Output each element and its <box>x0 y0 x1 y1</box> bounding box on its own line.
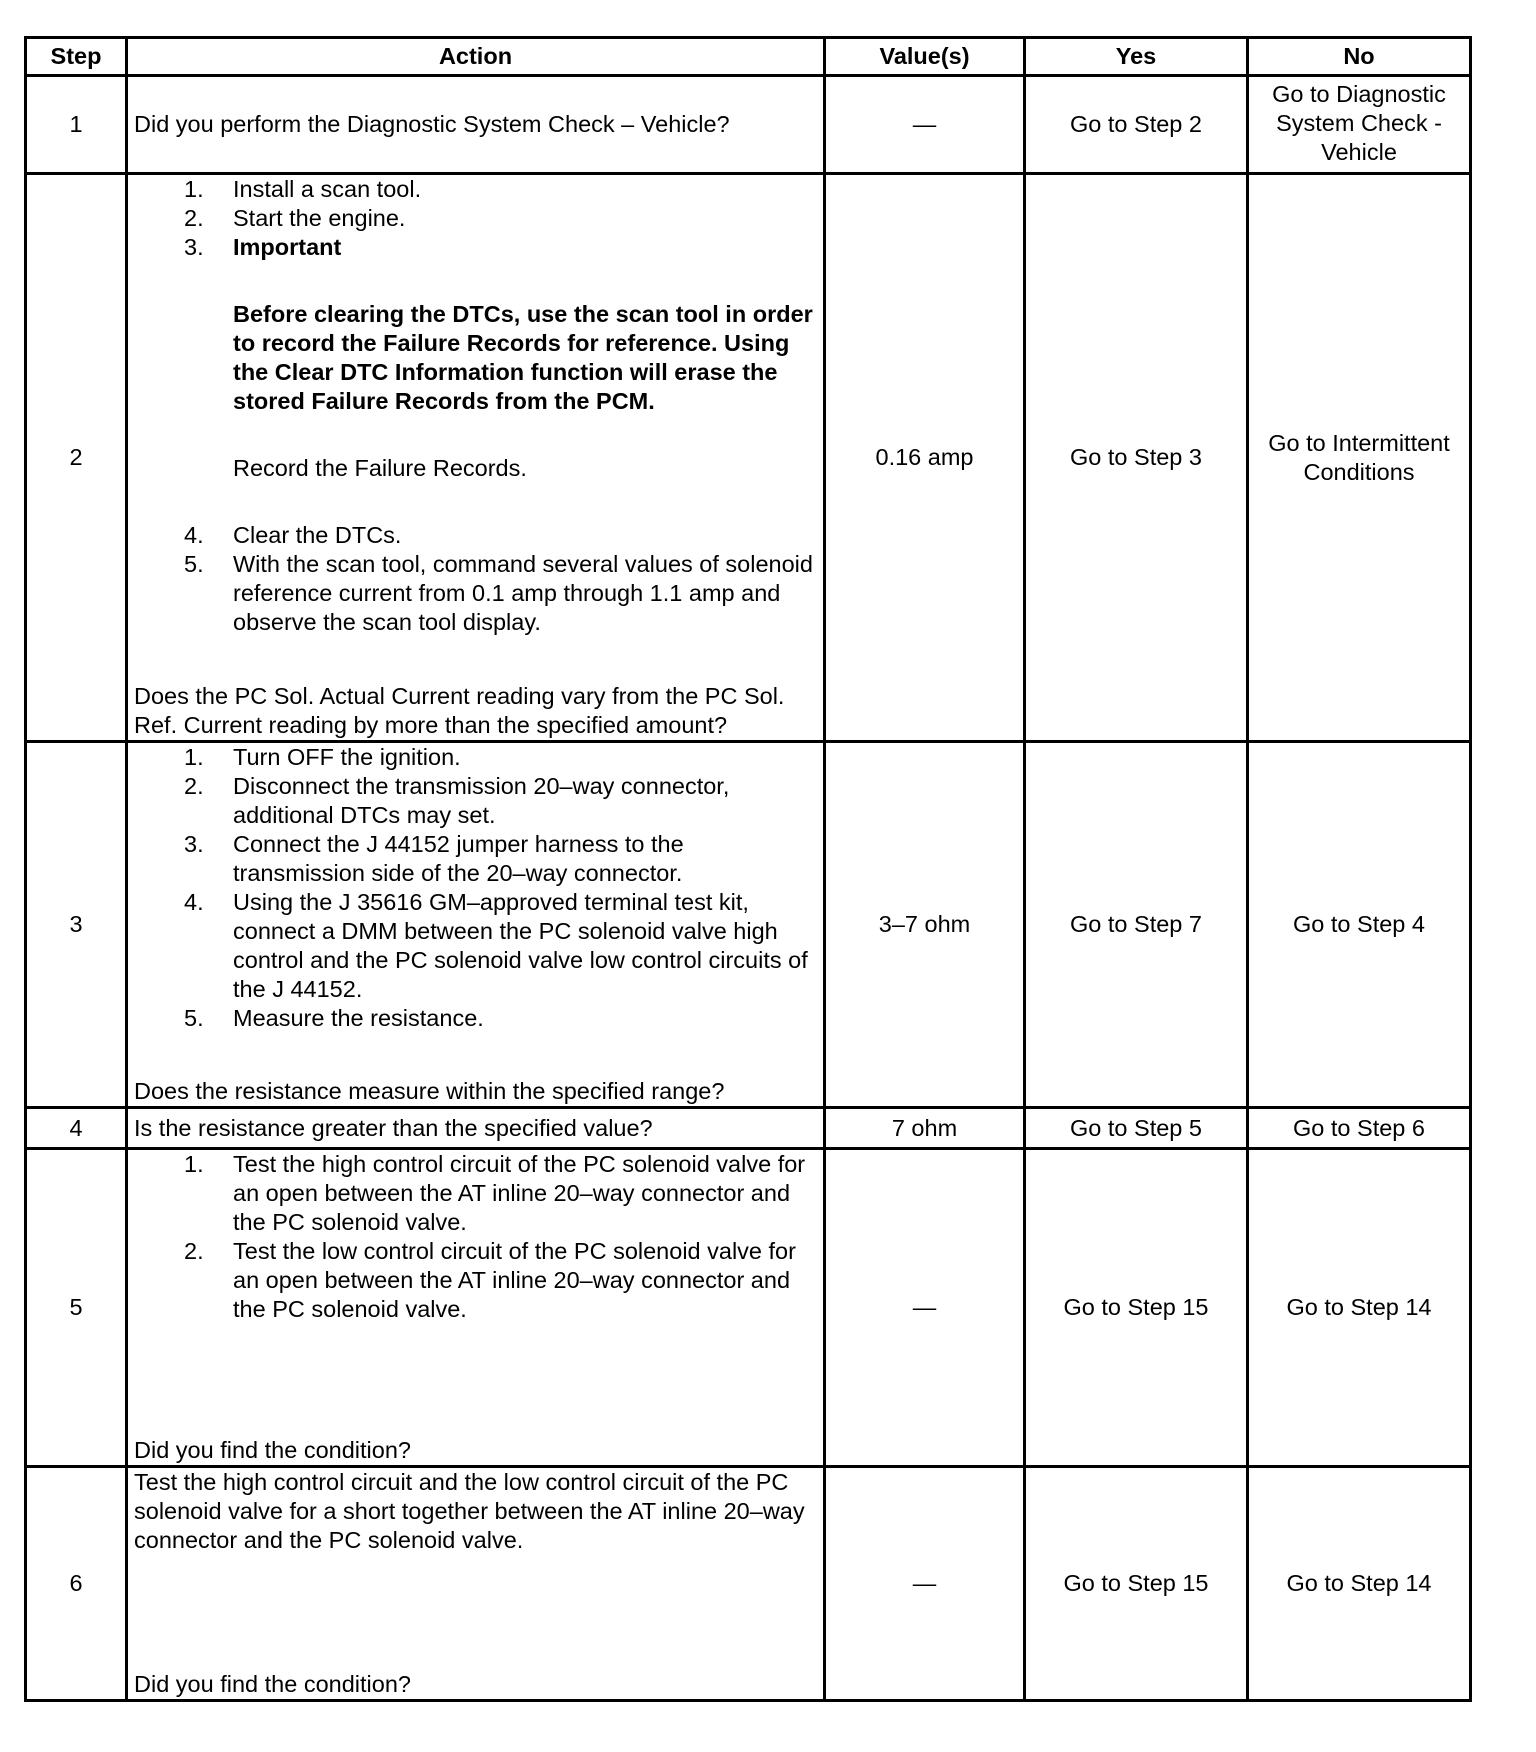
yes-cell: Go to Step 7 <box>1025 742 1248 1108</box>
action-text: Test the high control circuit and the low control circuit of the PC solenoid valve for a short together between the AT inline 20–way connector and the PC solenoid valve. <box>134 1469 805 1553</box>
no-cell <box>1248 76 1471 174</box>
list-item: 2. Start the engine. <box>184 205 406 231</box>
yes-cell: Go to Step 5 <box>1025 1108 1248 1149</box>
list-item: 1. Test the high control circuit of the PC solenoid valve for an open between the AT inline 20–way connector and the PC solenoid valve. <box>184 1151 806 1235</box>
yes-cell: Go to Step 15 <box>1025 1149 1248 1467</box>
action-list <box>134 175 817 637</box>
action-question: Did you find the condition? <box>134 1437 411 1463</box>
action-question: Is the resistance greater than the specified value? <box>134 1114 653 1141</box>
diagnostic-table <box>24 36 1472 1702</box>
step-number: 6 <box>26 1467 127 1701</box>
no-line: Go to Intermittent <box>1268 429 1450 456</box>
list-item: 4. Using the J 35616 GM–approved terminal test kit, connect a DMM between the PC solenoid valve high control and the PC solenoid valve low control circuits of the J 44152. <box>184 889 808 1002</box>
table-row <box>26 1467 1471 1701</box>
no-cell: Go to Step 6 <box>1248 1108 1471 1149</box>
record-instruction: Record the Failure Records. <box>233 455 527 481</box>
action-question: Does the resistance measure within the specified range? <box>134 1078 725 1104</box>
important-label: Important <box>233 234 342 260</box>
action-list <box>134 743 817 1033</box>
yes-cell: Go to Step 3 <box>1025 174 1248 742</box>
action-cell <box>127 76 825 174</box>
list-item: 4. Clear the DTCs. <box>184 522 402 548</box>
list-item: 2. Disconnect the transmission 20–way connector, additional DTCs may set. <box>184 773 730 828</box>
step-number: 4 <box>26 1108 127 1149</box>
value-cell: 0.16 amp <box>825 174 1025 742</box>
action-question: Does the PC Sol. Actual Current reading vary from the PC Sol. Ref. Current reading by more than the specified amount? <box>134 683 785 738</box>
action-question: Did you perform the Diagnostic System Check – Vehicle? <box>134 111 730 137</box>
no-cell: Go to Step 4 <box>1248 742 1471 1108</box>
yes-cell: Go to Step 2 <box>1025 76 1248 174</box>
list-item: 2. Test the low control circuit of the PC solenoid valve for an open between the AT inline 20–way connector and the PC solenoid valve. <box>184 1238 796 1322</box>
table-row <box>26 1149 1471 1467</box>
list-item: 1. Turn OFF the ignition. <box>184 744 461 770</box>
action-cell <box>127 742 825 1108</box>
no-line: Conditions <box>1303 458 1415 485</box>
list-item: 3. Connect the J 44152 jumper harness to the transmission side of the 20–way connector. <box>184 831 684 886</box>
action-cell <box>127 1467 825 1701</box>
step-number: 2 <box>26 174 127 742</box>
header-yes: Yes <box>1025 38 1248 76</box>
value-cell: — <box>825 76 1025 174</box>
header-step: Step <box>26 38 127 76</box>
table-row <box>26 76 1471 174</box>
action-list <box>134 1150 817 1324</box>
value-cell: 3–7 ohm <box>825 742 1025 1108</box>
yes-cell: Go to Step 15 <box>1025 1467 1248 1701</box>
important-note: Before clearing the DTCs, use the scan tool in order to record the Failure Records for reference. Using the Clear DTC Information function will erase the stored Failure Records from the PCM. <box>233 301 813 414</box>
step-number: 5 <box>26 1149 127 1467</box>
step-number: 1 <box>26 76 127 174</box>
value-cell: — <box>825 1467 1025 1701</box>
action-cell <box>127 174 825 742</box>
action-cell <box>127 1108 825 1149</box>
header-action: Action <box>127 38 825 76</box>
no-line: Go to Diagnostic <box>1272 81 1446 107</box>
table-row <box>26 174 1471 742</box>
no-line: System Check - <box>1276 110 1442 136</box>
value-cell: 7 ohm <box>825 1108 1025 1149</box>
no-cell: Go to Step 14 <box>1248 1149 1471 1467</box>
header-row <box>26 38 1471 76</box>
list-item: 5. Measure the resistance. <box>184 1005 484 1031</box>
action-cell <box>127 1149 825 1467</box>
list-item: 1. Install a scan tool. <box>184 176 422 202</box>
value-cell: — <box>825 1149 1025 1467</box>
table-row <box>26 1108 1471 1149</box>
list-item: 3. Important Before clearing the DTCs, use the scan tool in order to record the Failure Records for reference. Using the Clear DTC Information function will erase the stored Failure Records from the PCM. Record the Failure Records. <box>134 233 817 483</box>
no-cell <box>1248 174 1471 742</box>
list-item: 5. With the scan tool, command several values of solenoid reference current from 0.1 amp through 1.1 amp and observe the scan tool display. <box>184 551 813 635</box>
action-question: Did you find the condition? <box>134 1671 411 1697</box>
no-line: Vehicle <box>1321 139 1397 165</box>
header-no: No <box>1248 38 1471 76</box>
no-cell: Go to Step 14 <box>1248 1467 1471 1701</box>
table-row <box>26 742 1471 1108</box>
step-number: 3 <box>26 742 127 1108</box>
header-values: Value(s) <box>825 38 1025 76</box>
